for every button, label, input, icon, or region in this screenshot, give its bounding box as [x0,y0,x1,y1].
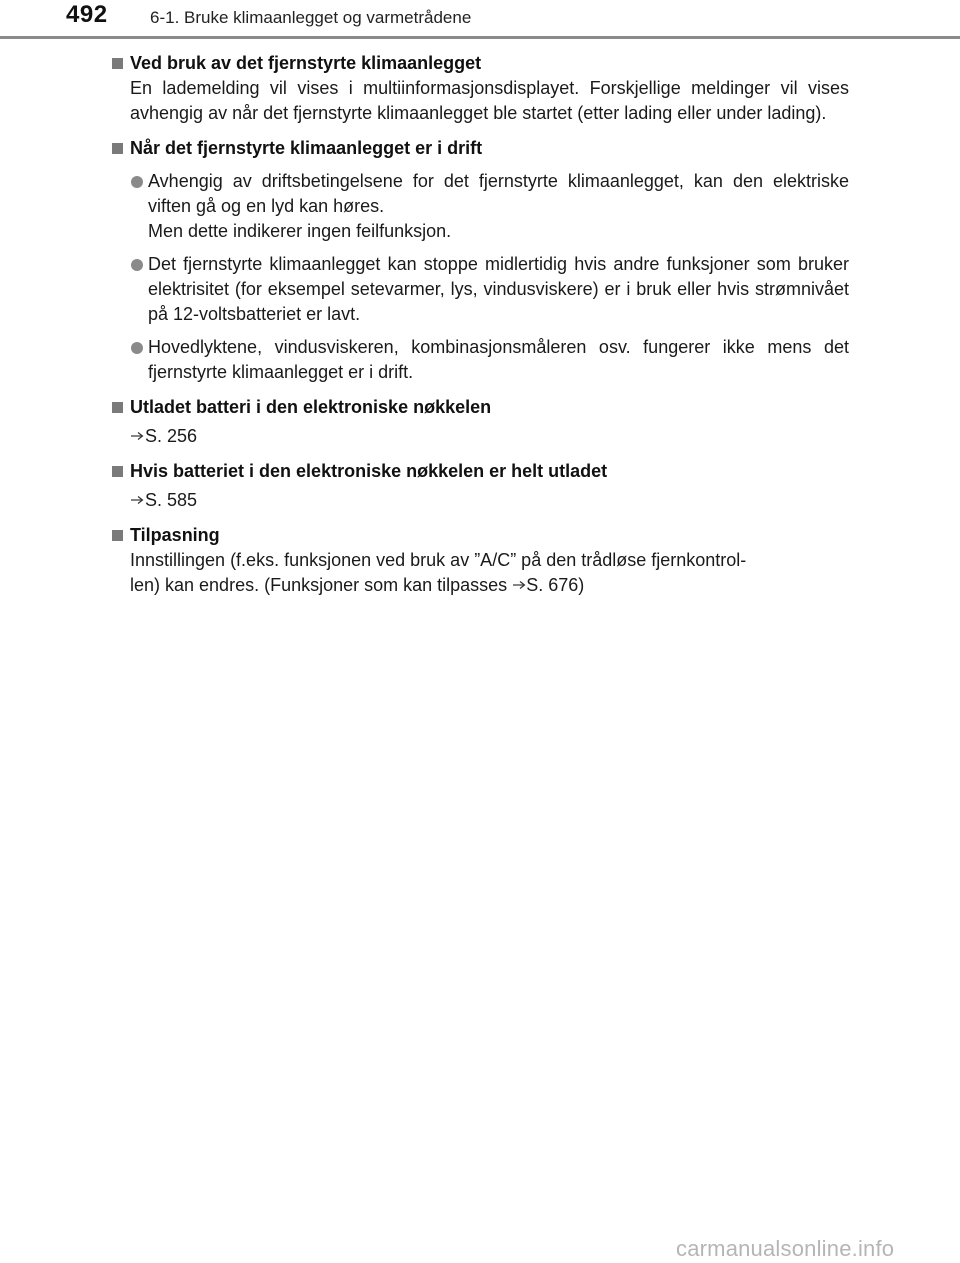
right-arrow-icon [130,495,144,505]
page-reference[interactable] [111,424,849,449]
page-reference-link[interactable]: S. 676) [526,575,585,595]
list-item [111,335,849,385]
section-heading [111,395,849,420]
square-bullet-icon [112,143,123,154]
section-customization [111,523,849,598]
heading-text: Ved bruk av det fjernstyrte klimaanlegget [130,53,482,73]
list-item-note: Men dette indikerer ingen feilfunksjon. [148,221,452,241]
paragraph: En lademelding vil vises i multiinformasjonsdisplayet. Forskjellige meldinger vil vises avhengig av når det fjernstyrte klimaanlegget ble startet (etter lading eller under lading). [130,78,849,123]
heading-text: Hvis batteriet i den elektroniske nøkkelen er helt utladet [130,461,608,481]
right-arrow-icon [512,580,526,590]
page-reference-text: S. 256 [145,426,198,446]
section-key-battery-fully-depleted [111,459,849,513]
header-divider [0,36,960,39]
section-remote-ac-operating [111,136,849,385]
list-item-text: Det fjernstyrte klimaanlegget kan stoppe midlertidig hvis andre funksjoner som bruker elektrisitet (for eksempel setevarmer, lys, vindusviskere) er i bruk eller hvis strømnivået på 12-voltsbatteriet er lavt. [148,254,849,324]
section-remote-ac-use [111,51,849,126]
section-title: 6-1. Bruke klimaanlegget og varmetrådene [150,8,472,27]
square-bullet-icon [112,402,123,413]
section-key-battery-depleted [111,395,849,449]
paragraph [111,548,849,598]
heading-text: Når det fjernstyrte klimaanlegget er i drift [130,138,483,158]
list-item [111,252,849,327]
page-number: 492 [66,1,108,28]
square-bullet-icon [112,58,123,69]
list-item-text: Hovedlyktene, vindusviskeren, kombinasjonsmåleren osv. fungerer ikke mens det fjernstyrte klimaanlegget er i drift. [148,337,849,382]
square-bullet-icon [112,466,123,477]
right-arrow-icon [130,431,144,441]
round-bullet-icon [131,259,143,271]
page-content [111,51,849,608]
section-heading [111,523,849,548]
paragraph-line: len) kan endres. (Funksjoner som kan tilpasses [130,575,513,595]
round-bullet-icon [131,342,143,354]
page-reference-text: S. 585 [145,490,198,510]
page-header [0,0,960,42]
section-heading [111,459,849,484]
section-heading [111,136,849,161]
heading-text: Utladet batteri i den elektroniske nøkkelen [130,397,492,417]
square-bullet-icon [112,530,123,541]
round-bullet-icon [131,176,143,188]
list-item-text: Avhengig av driftsbetingelsene for det fjernstyrte klimaanlegget, kan den elektriske viften gå og en lyd kan høres. [148,171,849,216]
section-heading [111,51,849,76]
heading-text: Tilpasning [130,525,220,545]
watermark: carmanualsonline.info [676,1236,895,1261]
page-reference[interactable] [111,488,849,513]
paragraph-line: Innstillingen (f.eks. funksjonen ved bruk av ”A/C” på den trådløse fjernkontrol- [130,550,747,570]
list-item [111,169,849,244]
